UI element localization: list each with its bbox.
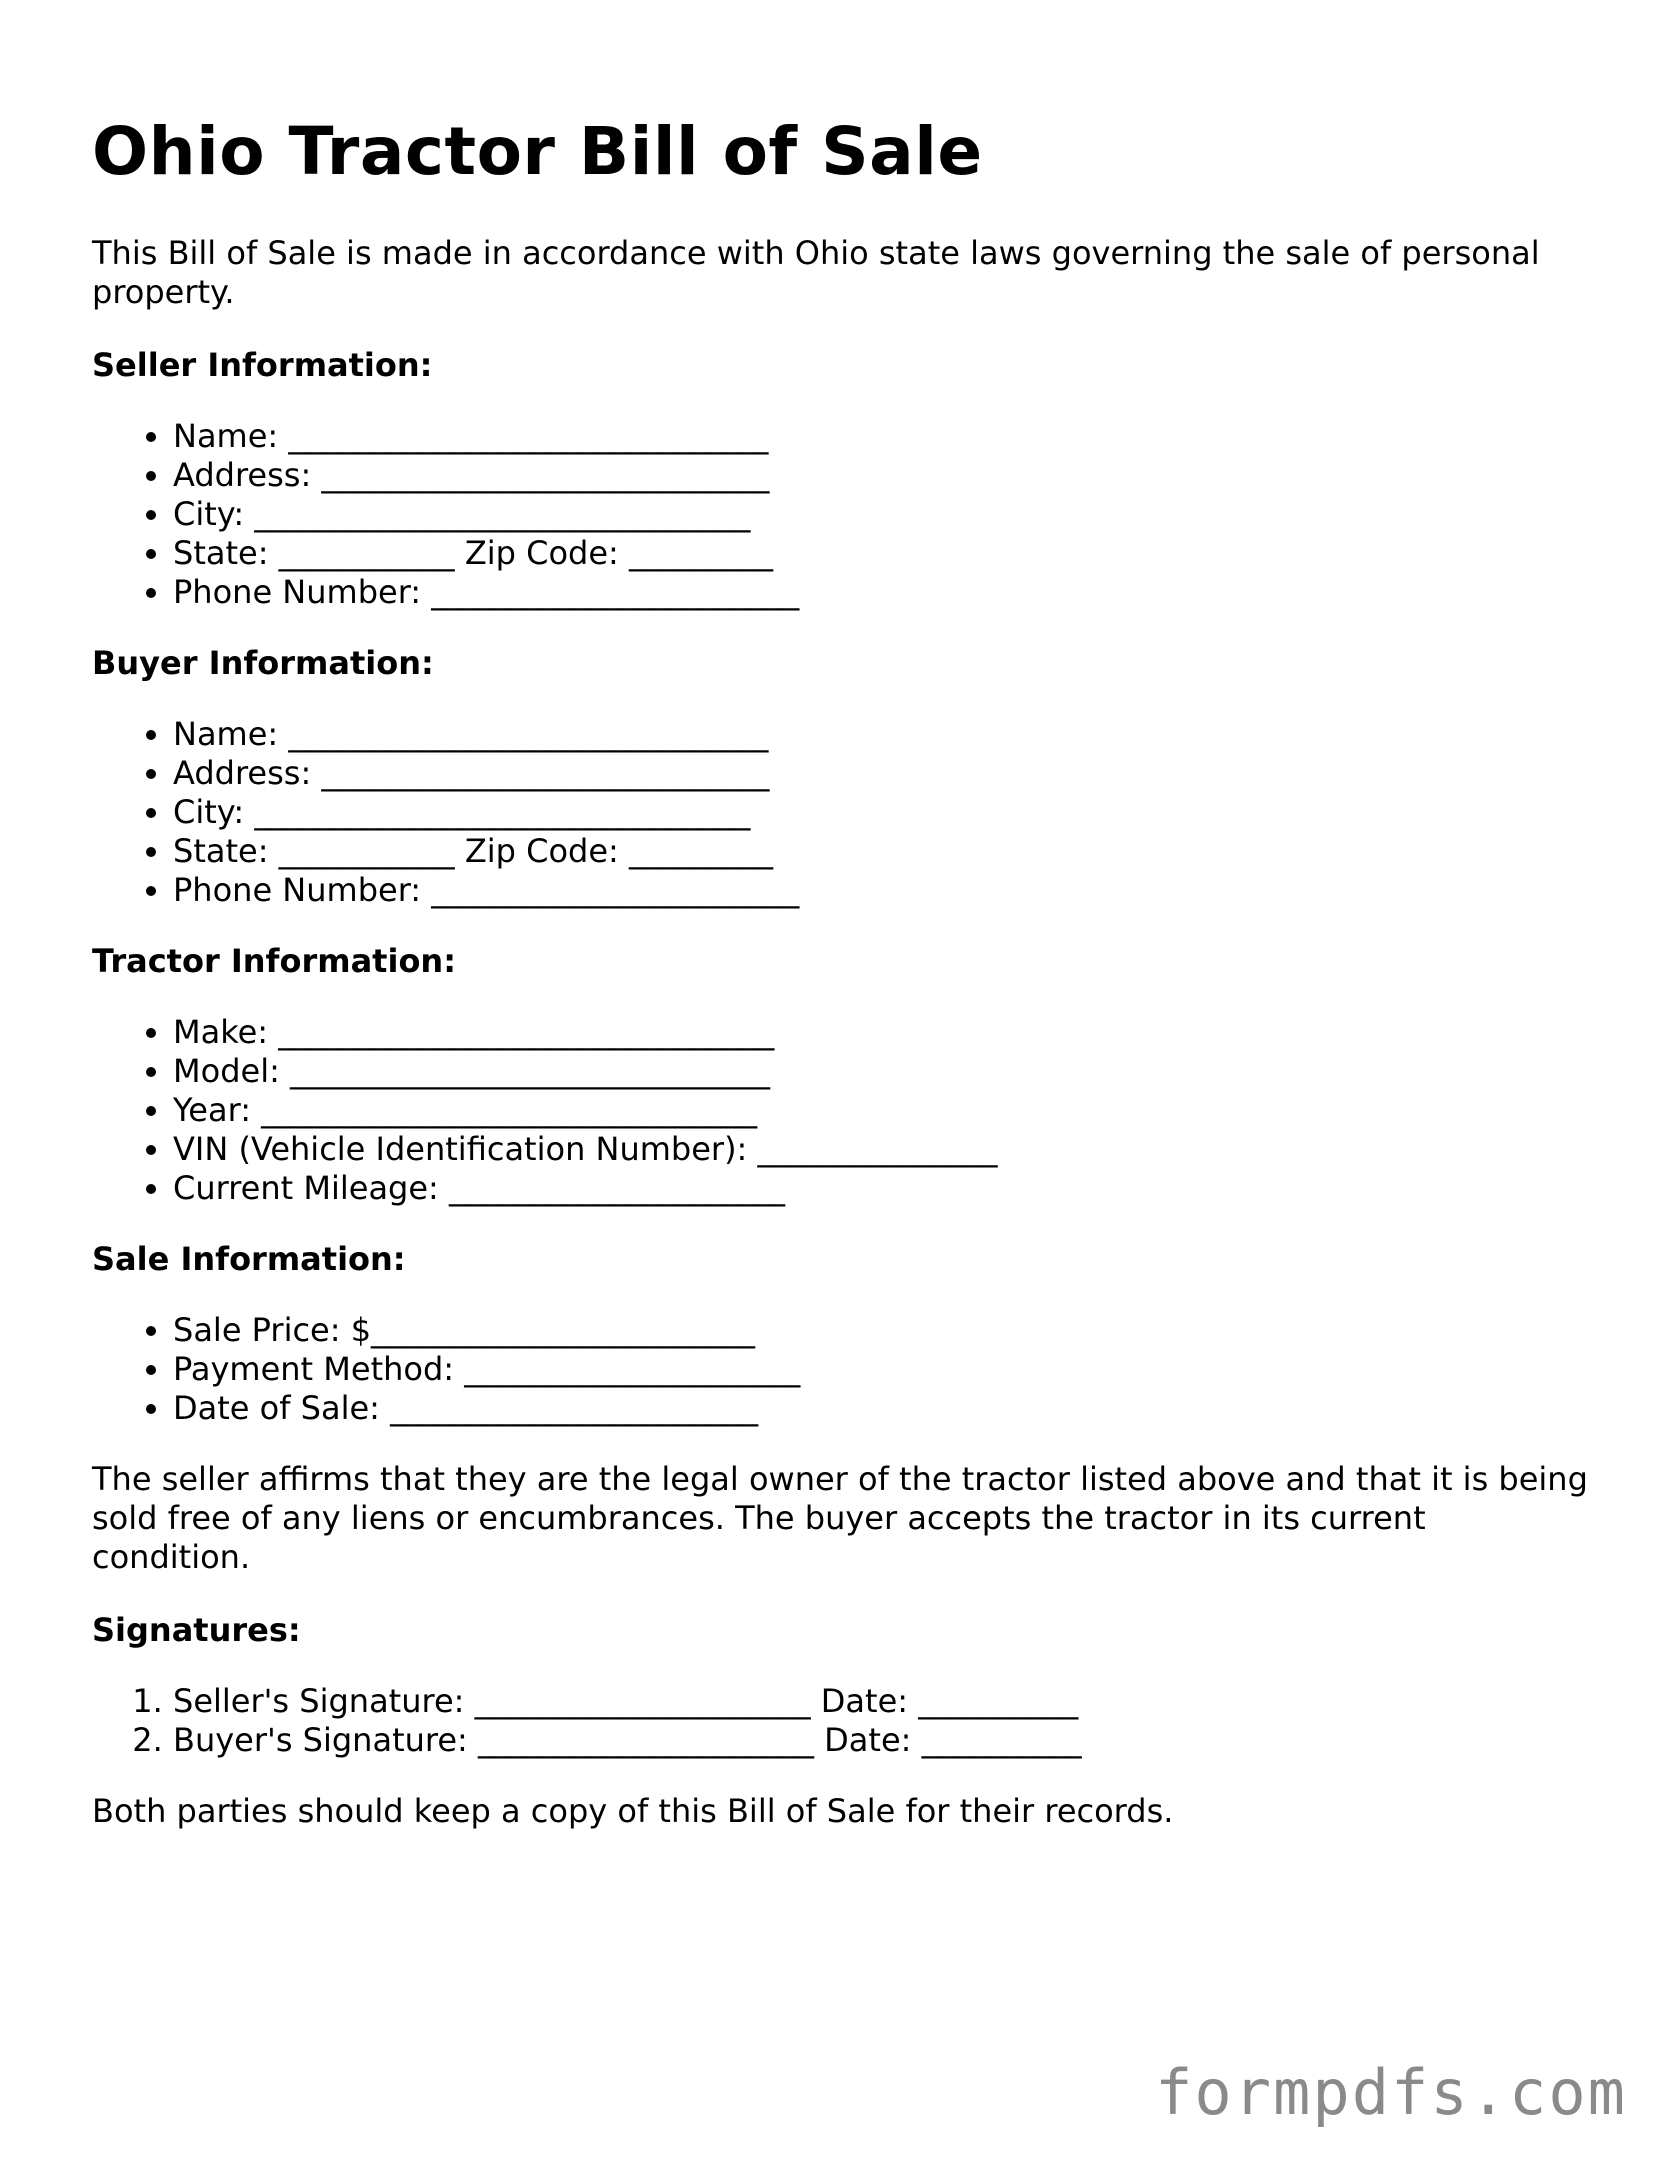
seller-name-field: • Name: ______________________________ (173, 417, 1592, 456)
sale-heading: Sale Information: (92, 1240, 406, 1278)
intro-paragraph: This Bill of Sale is made in accordance with Ohio state laws governing the sale of personal property. (92, 234, 1540, 311)
payment-method-field: • Payment Method: _____________________ (173, 1350, 1592, 1389)
document-page (92, 112, 1592, 1865)
seller-state-zip-field: • State: ___________ Zip Code: _________ (173, 534, 1592, 573)
tractor-make-field: • Make: _______________________________ (173, 1013, 1592, 1052)
signatures-heading: Signatures: (92, 1611, 301, 1649)
seller-city-field: • City: _______________________________ (173, 495, 1592, 534)
sale-price-field: • Sale Price: $________________________ (173, 1311, 1592, 1350)
seller-address-field: • Address: ____________________________ (173, 456, 1592, 495)
affirmation-paragraph: The seller affirms that they are the legal owner of the tractor listed above and that it is being sold free of any liens or encumbrances. The buyer accepts the tractor in its current condition. (92, 1460, 1588, 1576)
tractor-year-field: • Year: _______________________________ (173, 1091, 1592, 1130)
seller-list (92, 417, 1592, 612)
document-title: Ohio Tractor Bill of Sale (92, 113, 983, 190)
closing-paragraph: Both parties should keep a copy of this Bill of Sale for their records. (92, 1792, 1174, 1830)
tractor-model-field: • Model: ______________________________ (173, 1052, 1592, 1091)
seller-signature-line: 1. Seller's Signature: _____________________ Date: __________ (173, 1682, 1592, 1721)
buyer-phone-field: • Phone Number: _______________________ (173, 871, 1592, 910)
buyer-list (92, 715, 1592, 910)
buyer-signature-line: 2. Buyer's Signature: _____________________ Date: __________ (173, 1721, 1592, 1760)
tractor-vin-field: • VIN (Vehicle Identification Number): _______________ (173, 1130, 1592, 1169)
buyer-address-field: • Address: ____________________________ (173, 754, 1592, 793)
buyer-name-field: • Name: ______________________________ (173, 715, 1592, 754)
tractor-list (92, 1013, 1592, 1208)
watermark-text: formpdfs.com (1155, 2056, 1627, 2129)
seller-heading: Seller Information: (92, 346, 433, 384)
sale-list (92, 1311, 1592, 1428)
buyer-state-zip-field: • State: ___________ Zip Code: _________ (173, 832, 1592, 871)
buyer-city-field: • City: _______________________________ (173, 793, 1592, 832)
tractor-mileage-field: • Current Mileage: _____________________ (173, 1169, 1592, 1208)
tractor-heading: Tractor Information: (92, 942, 456, 980)
date-of-sale-field: • Date of Sale: _______________________ (173, 1389, 1592, 1428)
signatures-list (92, 1682, 1592, 1760)
buyer-heading: Buyer Information: (92, 644, 434, 682)
seller-phone-field: • Phone Number: _______________________ (173, 573, 1592, 612)
